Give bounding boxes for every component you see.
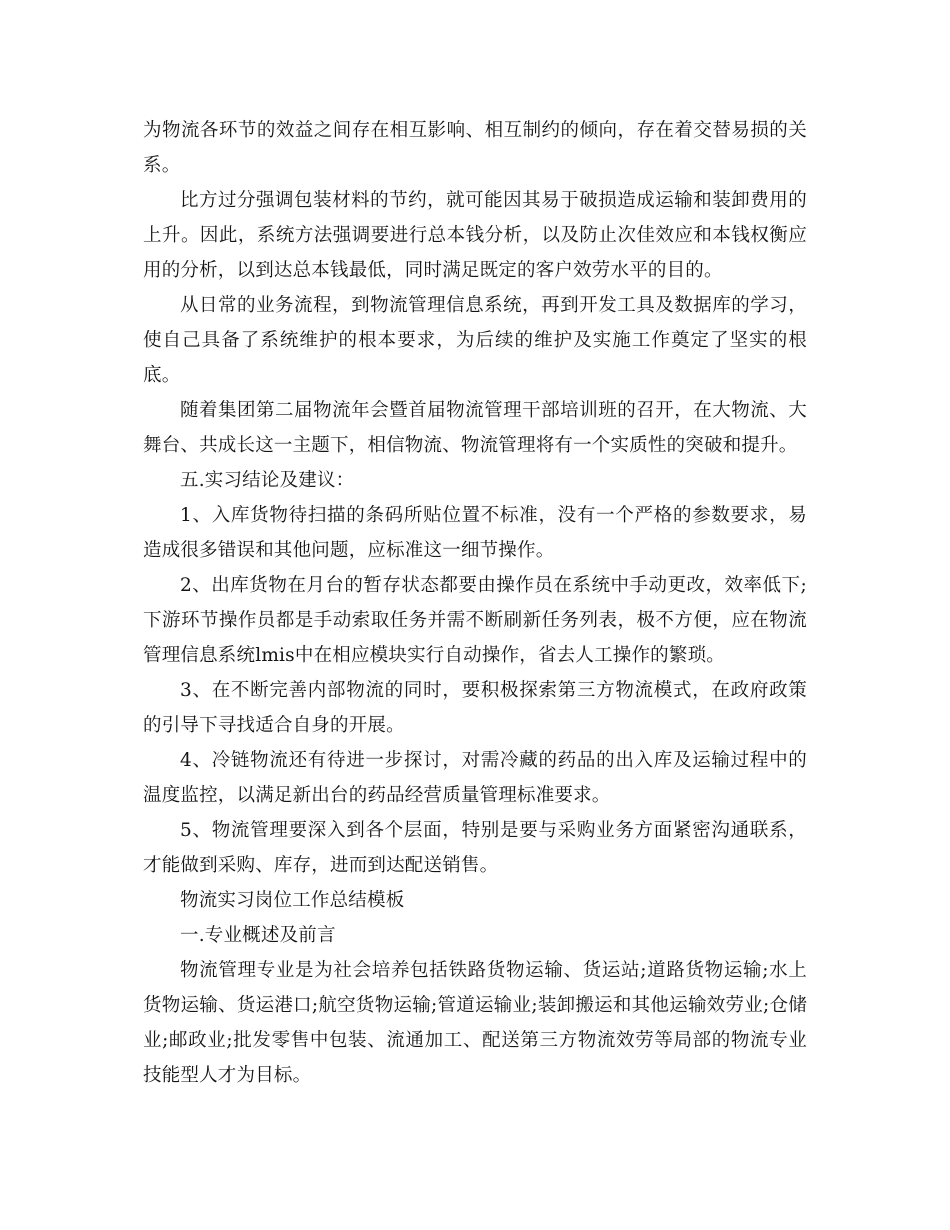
section-heading-conclusions: 五.实习结论及建议： [180,470,355,491]
paragraph-learning-process: 从日常的业务流程，到物流管理信息系统，再到开发工具及数据库的学习，使自己具备了系统维护的根本要求，为后续的维护及实施工作奠定了坚实的根底。 [143,295,807,386]
suggestion-item-3: 3、在不断完善内部物流的同时，要积极探索第三方物流模式，在政府政策的引导下寻找适合自身的开展。 [143,680,807,736]
suggestion-item-2: 2、出库货物在月台的暂存状态都要由操作员在系统中手动更改，效率低下;下游环节操作员都是手动索取任务并需不断刷新任务列表，极不方便，应在物流管理信息系统lmis中在相应模块实行自动操作，省去人工操作的繁琐。 [143,575,807,666]
suggestion-item-5: 5、物流管理要深入到各个层面，特别是要与采购业务方面紧密沟通联系，才能做到采购、库存，进而到达配送销售。 [143,820,807,876]
suggestion-item-4: 4、冷链物流还有待进一步探讨，对需冷藏的药品的出入库及运输过程中的温度监控，以满足新出台的药品经营质量管理标准要求。 [143,750,807,806]
document-title: 物流实习岗位工作总结模板 [180,890,405,911]
section-heading-overview: 一.专业概述及前言 [180,925,336,946]
paragraph-packaging-example: 比方过分强调包装材料的节约，就可能因其易于破损造成运输和装卸费用的上升。因此，系统方法强调要进行总本钱分析，以及防止次佳效应和本钱权衡应用的分析，以到达总本钱最低，同时满足既定的客户效劳水平的目的。 [143,190,807,281]
paragraph-continuation: 为物流各环节的效益之间存在相互影响、相互制约的倾向，存在着交替易损的关系。 [143,120,807,176]
paragraph-annual-conference: 随着集团第二届物流年会暨首届物流管理干部培训班的召开，在大物流、大舞台、共成长这一主题下，相信物流、物流管理将有一个实质性的突破和提升。 [143,400,807,456]
document-body [143,113,807,1093]
suggestion-item-1: 1、入库货物待扫描的条码所贴位置不标准，没有一个严格的参数要求，易造成很多错误和其他问题，应标准这一细节操作。 [143,505,807,561]
paragraph-major-description: 物流管理专业是为社会培养包括铁路货物运输、货运站;道路货物运输;水上货物运输、货运港口;航空货物运输;管道运输业;装卸搬运和其他运输效劳业;仓储业;邮政业;批发零售中包装、流通加工、配送第三方物流效劳等局部的物流专业技能型人才为目标。 [143,960,807,1086]
